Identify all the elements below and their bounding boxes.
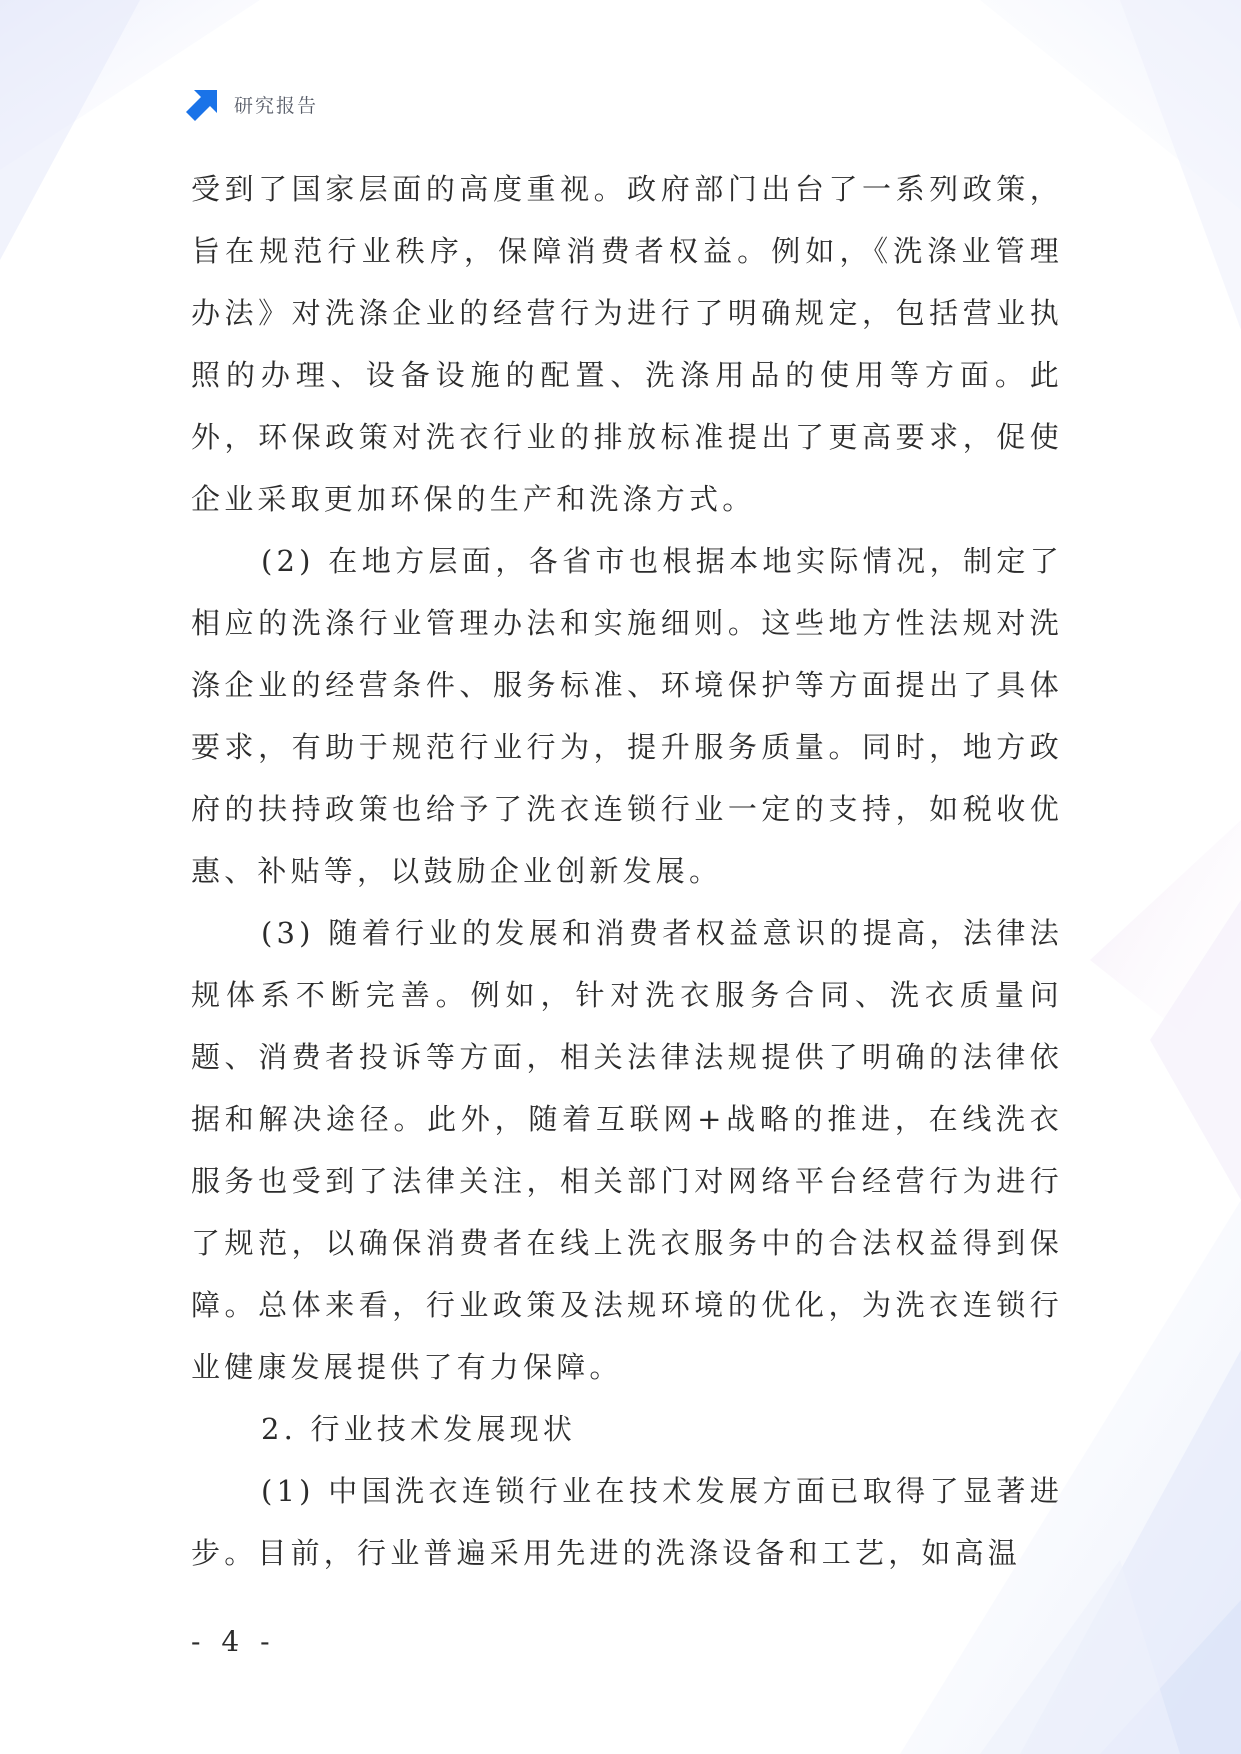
section-heading-tech-status: 2. 行业技术发展现状 [261,1412,577,1446]
paragraph-policy-local: (2) 在地方层面，各省市也根据本地实际情况，制定了相应的洗涤行业管理办法和实施细则。这些地方性法规对洗涤企业的经营条件、服务标准、环境保护等方面提出了具体要求，有助于规范行业行为，提升服务质量。同时，地方政府的扶持政策也给予了洗衣连锁行业一定的支持，如税收优惠、补贴等，以鼓励企业创新发展。 [191,544,1063,888]
paragraph-legal-system: (3) 随着行业的发展和消费者权益意识的提高，法律法规体系不断完善。例如，针对洗衣服务合同、洗衣质量问题、消费者投诉等方面，相关法律法规提供了明确的法律依据和解决途径。此外，随着互联网+战略的推进，在线洗衣服务也受到了法律关注，相关部门对网络平台经营行为进行了规范，以确保消费者在线上洗衣服务中的合法权益得到保障。总体来看，行业政策及法规环境的优化，为洗衣连锁行业健康发展提供了有力保障。 [191,916,1063,1384]
paragraph-policy-national: 受到了国家层面的高度重视。政府部门出台了一系列政策，旨在规范行业秩序，保障消费者权益。例如，《洗涤业管理办法》对洗涤企业的经营行为进行了明确规定，包括营业执照的办理、设备设施的配置、洗涤用品的使用等方面。此外，环保政策对洗衣行业的排放标准提出了更高要求，促使企业采取更加环保的生产和洗涤方式。 [191,172,1063,516]
paragraph-tech-progress: (1) 中国洗衣连锁行业在技术发展方面已取得了显著进步。目前，行业普遍采用先进的洗涤设备和工艺，如高温 [191,1474,1063,1570]
header-title: 研究报告 [234,94,319,117]
report-header [186,86,318,122]
document-body [191,158,1063,1584]
page-number: - 4 - [191,1625,276,1658]
arrow-up-right-icon [186,87,220,121]
